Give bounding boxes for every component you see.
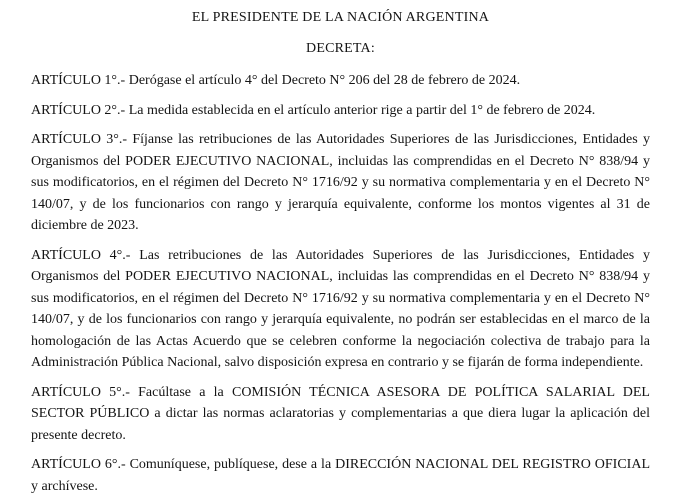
article-1-text: Derógase el artículo 4° del Decreto N° 206 del 28 de febrero de 2024. — [128, 73, 521, 88]
document-header: EL PRESIDENTE DE LA NACIÓN ARGENTINA — [191, 10, 490, 25]
document-subheader: DECRETA: — [306, 41, 375, 56]
article-3-label: ARTÍCULO 3°.- — [31, 132, 128, 147]
article-3-text: Fíjanse las retribuciones de las Autoridades Superiores de las Jurisdicciones, Entidades y Organismos del PODER EJECUTIVO NACIONAL, incluidas las comprendidas en el Decreto N° 838/94 y sus modificatorios, en el régimen del Decreto N° 1716/92 y su normativa complementaria y en el Decreto N° 140/07, y de los funcionarios con rango y jerarquía equivalente, conforme los montos vigentes al 31 de diciembre de 2023. — [31, 132, 650, 233]
article-6-text: Comuníquese, publíquese, dese a la DIRECCIÓN NACIONAL DEL REGISTRO OFICIAL y archívese. — [31, 457, 650, 494]
article-6 — [31, 454, 650, 497]
article-4 — [31, 245, 650, 374]
article-2 — [31, 100, 650, 122]
article-1 — [31, 70, 650, 92]
article-5-label: ARTÍCULO 5°.- — [31, 384, 130, 400]
article-2-label: ARTÍCULO 2°.- — [31, 102, 126, 118]
article-4-text: Las retribuciones de las Autoridades Superiores de las Jurisdicciones, Entidades y Organismos del PODER EJECUTIVO NACIONAL, incluidas las comprendidas en el Decreto N° 838/94 y sus modificatorios, en el régimen del Decreto N° 1716/92 y su normativa complementaria y en el Decreto N° 140/07, y de los funcionarios con rango y jerarquía equivalente, no podrán ser establecidas en el marco de la homologación de las Actas Acuerdo que se celebren conforme la negociación colectiva de trabajo para la Administración Pública Nacional, salvo disposición expresa en contrario y se fijarán de forma independiente. — [31, 247, 650, 370]
article-2-text: La medida establecida en el artículo anterior rige a partir del 1° de febrero de 2024. — [128, 102, 596, 118]
article-6-label: ARTÍCULO 6°.- — [31, 457, 126, 472]
article-1-label: ARTÍCULO 1°.- — [31, 73, 126, 88]
article-5-text: Facúltase a la COMISIÓN TÉCNICA ASESORA DE POLÍTICA SALARIAL DEL SECTOR PÚBLICO a dictar las normas aclaratorias y complementarias a que diera lugar la aplicación del presente decreto. — [31, 384, 650, 443]
article-5 — [31, 382, 650, 447]
article-4-label: ARTÍCULO 4°.- — [31, 247, 131, 263]
article-3 — [31, 129, 650, 237]
